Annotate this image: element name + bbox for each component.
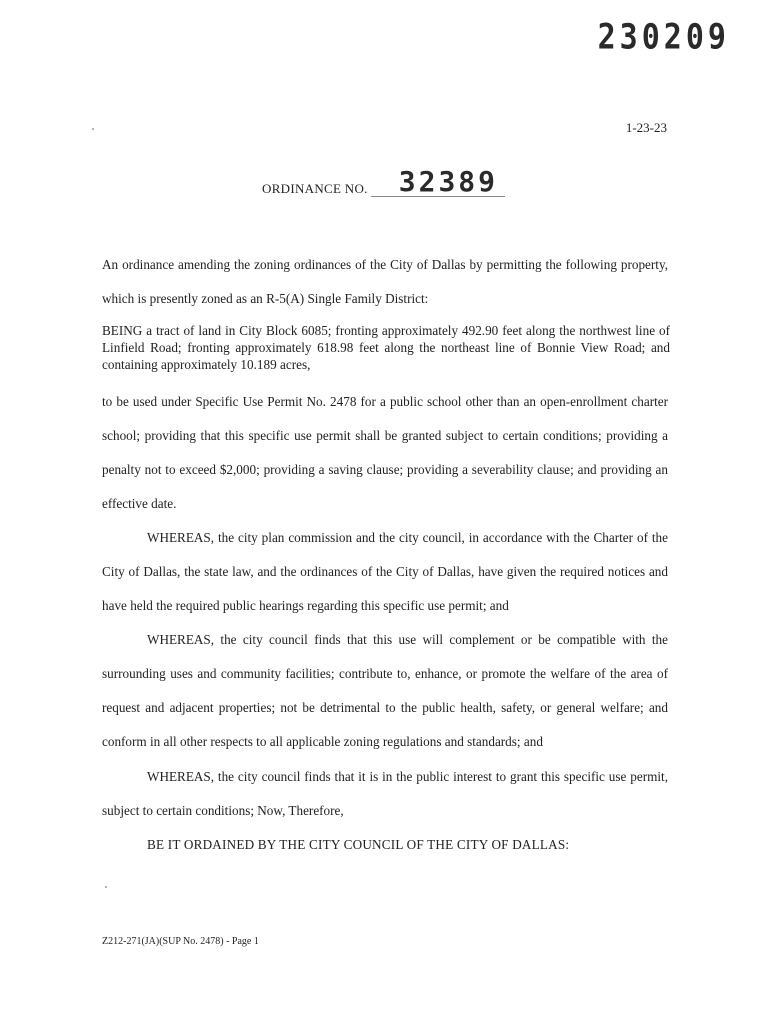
purpose-paragraph: to be used under Specific Use Permit No. 2478 for a public school other than an open-enrollment charter school; providing that this specific use permit shall be granted subject to certain conditions; providing a penalty not to exceed $2,000; providing a saving clause; providing a severability clause; and providing an effective date. — [102, 394, 668, 511]
ordinance-number: 32389 — [398, 165, 499, 198]
ordinance-label: ORDINANCE NO. — [262, 181, 368, 196]
scan-speck — [92, 128, 94, 130]
ordained-clause: BE IT ORDAINED BY THE CITY COUNCIL OF THE CITY OF DALLAS: — [147, 837, 570, 852]
ordinance-heading — [262, 165, 505, 198]
ordinance-number-line — [371, 165, 505, 198]
page-footer: Z212-271(JA)(SUP No. 2478) - Page 1 — [102, 936, 259, 947]
whereas-paragraph-1: WHEREAS, the city plan commission and the city council, in accordance with the Charter of the City of Dallas, the state law, and the ordinances of the City of Dallas, have given the required notices and have held the required public hearings regarding this specific use permit; and — [102, 530, 668, 613]
document-date: 1-23-23 — [625, 120, 667, 135]
stamp-number: 230209 — [597, 17, 730, 58]
whereas-paragraph-3: WHEREAS, the city council finds that it is in the public interest to grant this specific use permit, subject to certain conditions; Now, Therefore, — [102, 769, 668, 818]
tract-description: BEING a tract of land in City Block 6085; fronting approximately 492.90 feet along the northwest line of Linfield Road; fronting approximately 618.98 feet along the northeast line of Bonnie View Road; and containing approximately 10.189 acres, — [102, 323, 670, 372]
scan-speck — [105, 886, 107, 888]
intro-paragraph: An ordinance amending the zoning ordinances of the City of Dallas by permitting the following property, which is presently zoned as an R-5(A) Single Family District: — [102, 257, 668, 306]
whereas-paragraph-2: WHEREAS, the city council finds that this use will complement or be compatible with the surrounding uses and community facilities; contribute to, enhance, or promote the welfare of the area of request and adjacent properties; not be detrimental to the public health, safety, or general welfare; and conform in all other respects to all applicable zoning regulations and standards; and — [102, 632, 668, 749]
